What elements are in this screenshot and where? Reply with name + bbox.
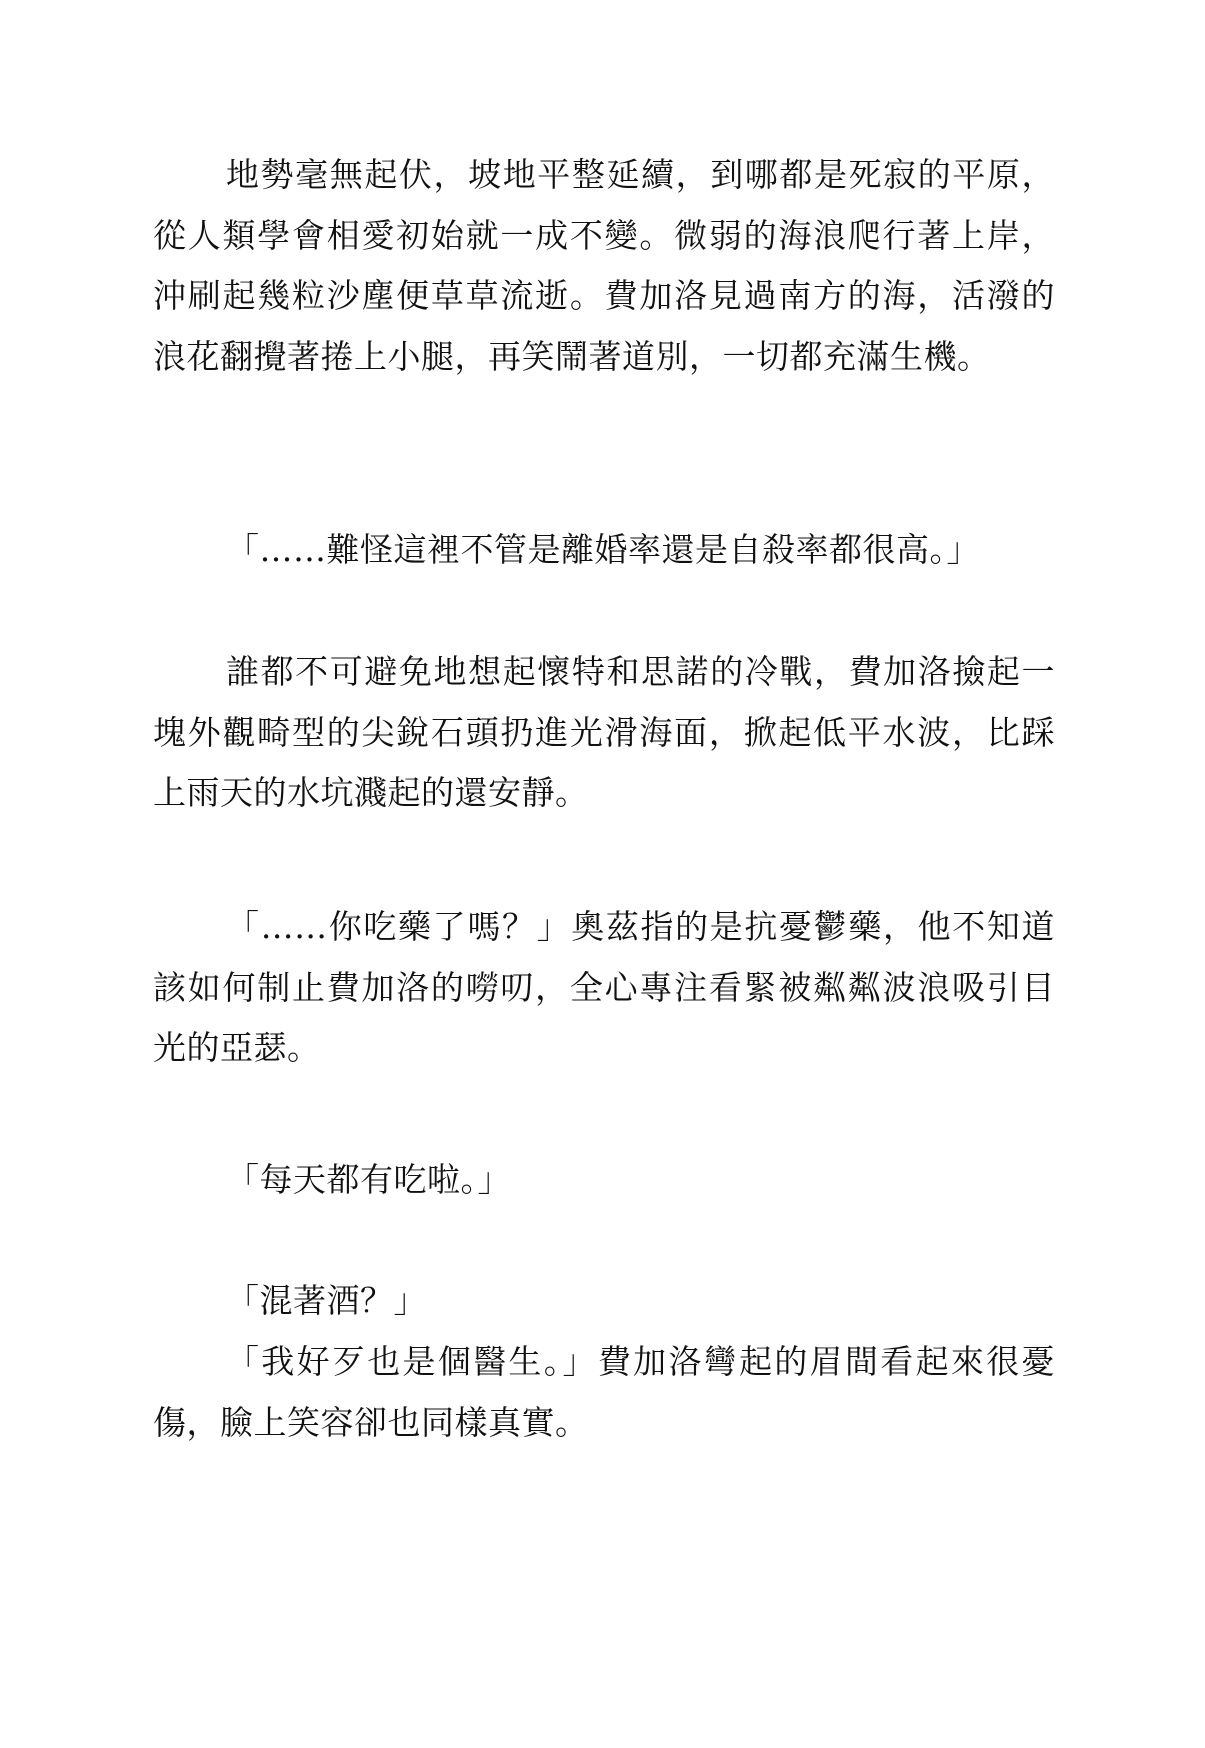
paragraph-stone-throw: 誰都不可避免地想起懷特和思諾的冷戰，費加洛撿起一塊外觀畸型的尖銳石頭扔進光滑海面，掀起低平水波，比踩上雨天的水坑濺起的還安靜。 xyxy=(153,652,1055,812)
paragraph-divorce-rate-dialogue: 「……難怪這裡不管是離婚率還是自殺率都很高。」 xyxy=(226,530,980,569)
paragraph-plain-description: 地勢毫無起伏，坡地平整延續，到哪都是死寂的平原，從人類學會相愛初始就一成不變。微弱的海浪爬行著上岸，沖刷起幾粒沙塵便草草流逝。費加洛見過南方的海，活潑的浪花翻攪著捲上小腿，再笑鬧著道別，一切都充滿生機。 xyxy=(153,155,1055,376)
paragraph-daily-dialogue: 「每天都有吃啦。」 xyxy=(226,1160,511,1199)
paragraph-alcohol-question: 「混著酒？」 xyxy=(226,1281,427,1320)
paragraph-doctor-reply: 「我好歹也是個醫生。」費加洛彎起的眉間看起來很憂傷，臉上笑容卻也同樣真實。 xyxy=(153,1342,1055,1442)
paragraph-medicine-question: 「……你吃藥了嗎？」奧茲指的是抗憂鬱藥，他不知道該如何制止費加洛的嘮叨，全心專注看緊被粼粼波浪吸引目光的亞瑟。 xyxy=(153,907,1055,1067)
